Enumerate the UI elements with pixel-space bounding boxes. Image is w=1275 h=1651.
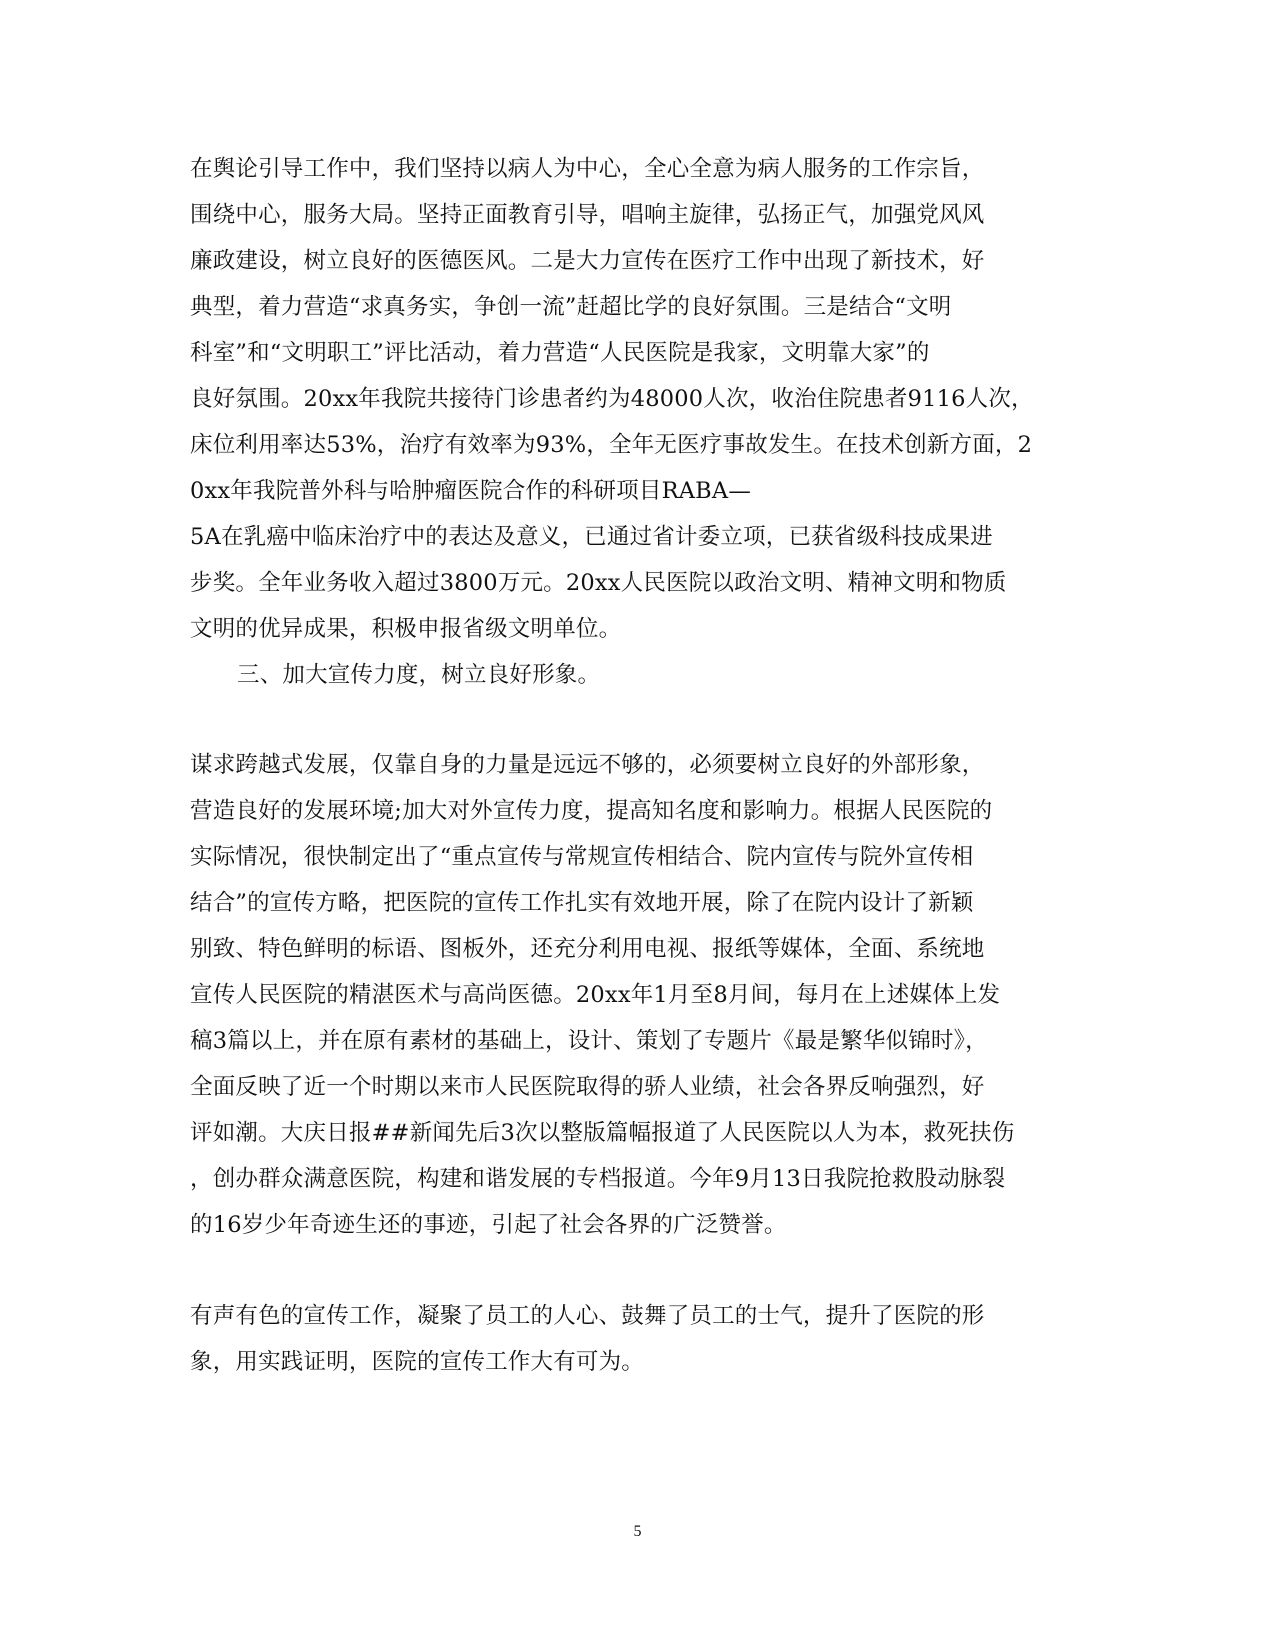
paragraph-1-line-2: 围绕中心，服务大局。坚持正面教育引导，唱响主旋律，弘扬正气，加强党风风: [190, 202, 985, 228]
paragraph-2-line-2: 营造良好的发展环境;加大对外宣传力度，提高知名度和影响力。根据人民医院的: [190, 798, 993, 824]
paragraph-2-line-1: 谋求跨越式发展，仅靠自身的力量是远远不够的，必须要树立良好的外部形象，: [190, 752, 985, 778]
paragraph-2-line-6: 宣传人民医院的精湛医术与高尚医德。20xx年1月至8月间，每月在上述媒体上发: [190, 982, 1001, 1008]
paragraph-2-line-8: 全面反映了近一个时期以来市人民医院取得的骄人业绩，社会各界反响强烈，好: [190, 1074, 985, 1100]
paragraph-1-line-10: 步奖。全年业务收入超过3800万元。20xx人民医院以政治文明、精神文明和物质: [190, 570, 1007, 596]
paragraph-1-line-7: 床位利用率达53%，治疗有效率为93%，全年无医疗事故发生。在技术创新方面，2: [190, 432, 1033, 458]
paragraph-1-line-8: 0xx年我院普外科与哈肿瘤医院合作的科研项目RABA—: [190, 478, 752, 504]
paragraph-1-line-6: 良好氛围。20xx年我院共接待门诊患者约为48000人次，收治住院患者9116人次，: [190, 386, 1034, 412]
paragraph-3-line-1: 有声有色的宣传工作，凝聚了员工的人心、鼓舞了员工的士气，提升了医院的形: [190, 1303, 985, 1329]
paragraph-2-line-11: 的16岁少年奇迹生还的事迹，引起了社会各界的广泛赞誉。: [190, 1212, 787, 1238]
paragraph-1-line-4: 典型，着力营造“求真务实，争创一流”赶超比学的良好氛围。三是结合“文明: [190, 294, 952, 320]
paragraph-3-line-2: 象，用实践证明，医院的宣传工作大有可为。: [190, 1349, 645, 1375]
paragraph-2-line-9: 评如潮。大庆日报##新闻先后3次以整版篇幅报道了人民医院以人为本，救死扶伤: [190, 1120, 1015, 1146]
paragraph-2-line-5: 别致、特色鲜明的标语、图板外，还充分利用电视、报纸等媒体，全面、系统地: [190, 936, 985, 962]
paragraph-1-line-11: 文明的优异成果，积极申报省级文明单位。: [190, 616, 622, 642]
paragraph-1-line-9: 5A在乳癌中临床治疗中的表达及意义，已通过省计委立项，已获省级科技成果进: [190, 524, 993, 550]
paragraph-1-line-1: 在舆论引导工作中，我们坚持以病人为中心，全心全意为病人服务的工作宗旨，: [190, 156, 985, 182]
paragraph-1-line-3: 廉政建设，树立良好的医德医风。二是大力宣传在医疗工作中出现了新技术，好: [190, 248, 985, 274]
paragraph-2-line-7: 稿3篇以上，并在原有素材的基础上，设计、策划了专题片《最是繁华似锦时》，: [190, 1028, 988, 1054]
page-number: 5: [633, 1523, 642, 1540]
paragraph-2-line-10: ，创办群众满意医院，构建和谐发展的专档报道。今年9月13日我院抢救股动脉裂: [190, 1166, 1006, 1192]
paragraph-2-line-3: 实际情况，很快制定出了“重点宣传与常规宣传相结合、院内宣传与院外宣传相: [190, 844, 974, 870]
paragraph-1-line-5: 科室”和“文明职工”评比活动，着力营造“人民医院是我家，文明靠大家”的: [190, 340, 930, 366]
section-heading: 三、加大宣传力度，树立良好形象。: [237, 662, 601, 688]
paragraph-2-line-4: 结合”的宣传方略，把医院的宣传工作扎实有效地开展，除了在院内设计了新颖: [190, 890, 974, 916]
